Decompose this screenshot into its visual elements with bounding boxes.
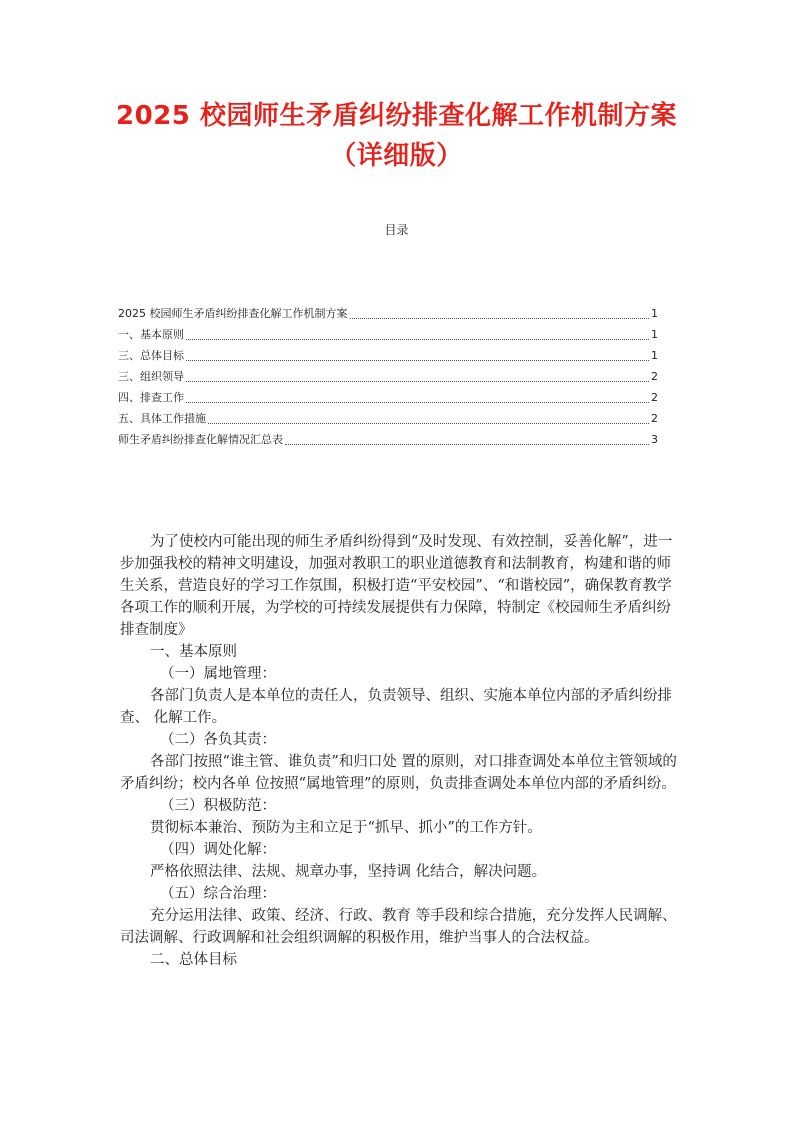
table-of-contents — [118, 303, 658, 450]
subheading-2: （二）各负其责： — [160, 732, 276, 748]
toc-leader-dots — [350, 317, 650, 319]
toc-leader-dots — [186, 401, 649, 403]
toc-leader-dots — [208, 422, 649, 424]
toc-heading: 目录 — [384, 223, 409, 237]
intro-paragraph: 为了使校内可能出现的师生矛盾纠纷得到“及时发现、有效控制，妥善化解”，进一步加强我校的精神文明建设，加强对教职工的职业道德教育和法制教育，构建和谐的师生关系，营造良好的学习工作氛围，积极打造“平安校园”、“和谐校园”，确保教育教学各项工作的顺利开展，为学校的可持续发展提供有力保障，特制定《校园师生矛盾纠纷排查制度》 — [120, 534, 673, 638]
document-body — [120, 531, 680, 971]
toc-leader-dots — [285, 443, 649, 445]
toc-leader-dots — [186, 338, 649, 340]
toc-entry-label: 2025 校园师生矛盾纠纷排查化解工作机制方案 — [118, 307, 348, 320]
toc-entry[interactable] — [118, 387, 658, 408]
toc-entry-page: 1 — [651, 349, 658, 362]
toc-entry[interactable] — [118, 429, 658, 450]
paragraph-1: 各部门负责人是本单位的责任人，负责领导、组织、实施本单位内部的矛盾纠纷排查、 化解工作。 — [120, 688, 672, 726]
toc-entry[interactable] — [118, 366, 658, 387]
toc-entry-page: 2 — [651, 412, 658, 425]
document-title: 2025 校园师生矛盾纠纷排查化解工作机制方案（详细版） — [116, 101, 677, 171]
toc-entry-page: 2 — [651, 391, 658, 404]
toc-entry[interactable] — [118, 324, 658, 345]
toc-entry-label: 四、排查工作 — [118, 391, 184, 404]
paragraph-4: 严格依照法律、法规、规章办事，坚持调 化结合，解决问题。 — [150, 864, 547, 880]
toc-entry[interactable] — [118, 345, 658, 366]
toc-leader-dots — [186, 380, 649, 382]
toc-entry[interactable] — [118, 303, 658, 324]
subheading-3: （三）积极防范： — [160, 798, 276, 814]
toc-leader-dots — [186, 359, 649, 361]
subheading-4: （四）调处化解： — [160, 842, 276, 858]
paragraph-2: 各部门按照“谁主管、谁负责”和归口处 置的原则，对口排查调处本单位主管领域的矛盾纠纷；校内各单 位按照“属地管理”的原则，负责排查调处本单位内部的矛盾纠纷。 — [120, 754, 677, 792]
subheading-5: （五）综合治理： — [160, 886, 276, 902]
toc-entry-page: 1 — [651, 307, 658, 320]
toc-entry-label: 三、总体目标 — [118, 349, 184, 362]
section-heading-principles: 一、基本原则 — [150, 644, 237, 660]
toc-entry-label: 师生矛盾纠纷排查化解情况汇总表 — [118, 433, 283, 446]
paragraph-5: 充分运用法律、政策、经济、行政、教育 等手段和综合措施，充分发挥人民调解、司法调解、行政调解和社会组织调解的积极作用，维护当事人的合法权益。 — [120, 908, 677, 946]
toc-entry[interactable] — [118, 408, 658, 429]
toc-entry-page: 1 — [651, 328, 658, 341]
toc-entry-label: 一、基本原则 — [118, 328, 184, 341]
section-heading-goals: 二、总体目标 — [150, 952, 237, 968]
toc-entry-page: 2 — [651, 370, 658, 383]
toc-entry-label: 三、组织领导 — [118, 370, 184, 383]
subheading-1: （一）属地管理： — [160, 666, 276, 682]
paragraph-3: 贯彻标本兼治、预防为主和立足于“抓早、抓小”的工作方针。 — [150, 820, 542, 836]
toc-entry-page: 3 — [651, 433, 658, 446]
toc-entry-label: 五、具体工作措施 — [118, 412, 206, 425]
